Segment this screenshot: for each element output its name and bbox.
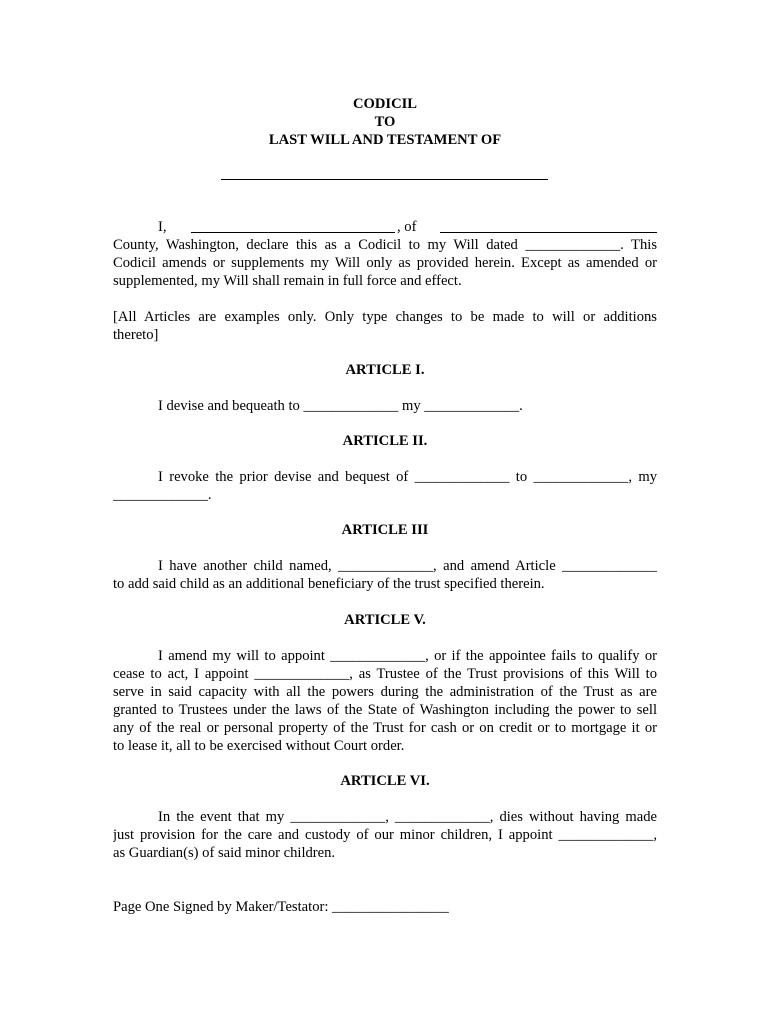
intro-comma-of: , of [397, 219, 417, 235]
intro-line-4: supplemented, my Will shall remain in full force and effect. [113, 273, 462, 289]
article-6-line-1: In the event that my _____________, _____________, dies without having made [158, 809, 657, 825]
article-5-heading: ARTICLE V. [344, 612, 426, 628]
name-blank[interactable] [191, 218, 395, 233]
article-6-line-2: just provision for the care and custody of our minor children, I appoint _____________, [113, 827, 657, 843]
article-6-heading: ARTICLE VI. [340, 773, 430, 789]
intro-line-2: County, Washington, declare this as a Codicil to my Will dated _____________. This [113, 237, 657, 253]
article-2-line-2: _____________. [113, 487, 212, 503]
intro-line-3: Codicil amends or supplements my Will only as provided herein. Except as amended or [113, 255, 657, 271]
article-3-heading: ARTICLE III [341, 522, 429, 538]
article-2-heading: ARTICLE II. [342, 433, 428, 449]
article-6-line-3: as Guardian(s) of said minor children. [113, 845, 336, 861]
testator-name-blank[interactable] [221, 179, 548, 180]
article-5-line-3: serve in said capacity with all the powers during the administration of the Trust as are [113, 684, 657, 700]
title-to: TO [374, 114, 396, 130]
article-1-text: I devise and bequeath to _____________ my _____________. [158, 398, 523, 414]
article-2-line-1: I revoke the prior devise and bequest of _____________ to _____________, my [158, 469, 657, 485]
article-5-line-1: I amend my will to appoint _____________, or if the appointee fails to qualify or [158, 648, 657, 664]
note-line-2: thereto] [113, 327, 159, 343]
intro-i-label: I, [158, 219, 167, 235]
article-3-line-1: I have another child named, _____________, and amend Article _____________ [158, 558, 657, 574]
article-5-line-2: cease to act, I appoint _____________, as Trustee of the Trust provisions of this Will to [113, 666, 657, 682]
article-5-line-6: to lease it, all to be exercised without Court order. [113, 738, 405, 754]
county-blank[interactable] [440, 218, 657, 233]
article-3-line-2: to add said child as an additional beneficiary of the trust specified therein. [113, 576, 545, 592]
page-signature-line: Page One Signed by Maker/Testator: ________________ [113, 899, 449, 915]
article-5-line-4: granted to Trustees under the laws of the State of Washington including the power to sell [113, 702, 657, 718]
title-last-will: LAST WILL AND TESTAMENT OF [268, 132, 502, 148]
article-5-line-5: any of the real or personal property of the Trust for cash or on credit or to mortgage it or [113, 720, 657, 736]
article-1-heading: ARTICLE I. [345, 362, 425, 378]
title-codicil: CODICIL [352, 96, 418, 112]
note-line-1: [All Articles are examples only. Only type changes to be made to will or additions [113, 309, 657, 325]
